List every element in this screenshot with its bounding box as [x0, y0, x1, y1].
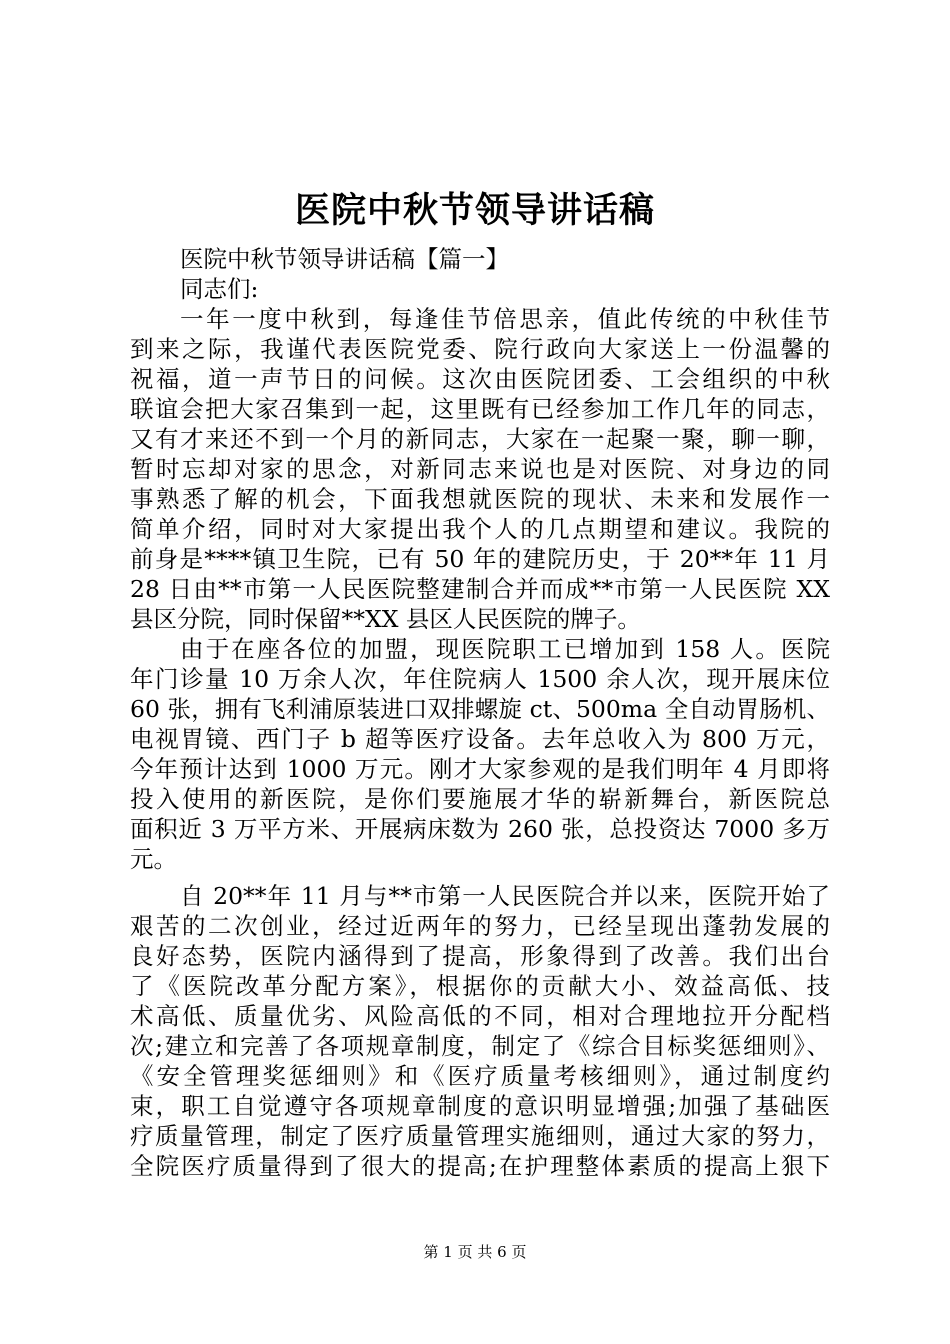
text-line: 事熟悉了解的机会，下面我想就医院的现状、未来和发展作一	[130, 485, 830, 513]
page-title: 医院中秋节领导讲话稿	[294, 191, 655, 231]
text-line: 《安全管理奖惩细则》和《医疗质量考核细则》，通过制度约	[130, 1062, 830, 1090]
paragraph-3	[130, 881, 830, 1181]
text-line: 年门诊量 10 万余人次，年住院病人 1500 余人次，现开展床位	[130, 665, 830, 693]
text-line: 暂时忘却对家的思念，对新同志来说也是对医院、对身边的同	[130, 455, 830, 483]
text-line: 术高低、质量优劣、风险高低的不同，相对合理地拉开分配档	[130, 1002, 830, 1030]
text-line: 今年预计达到 1000 万元。刚才大家参观的是我们明年 4 月即将	[130, 755, 830, 783]
text-line: 全院医疗质量得到了很大的提高;在护理整体素质的提高上狠下	[130, 1152, 830, 1180]
text-line: 疗质量管理，制定了医疗质量管理实施细则，通过大家的努力，	[130, 1122, 830, 1150]
section-heading: 医院中秋节领导讲话稿【篇一】	[180, 245, 509, 273]
text-line: 自 20**年 11 月与**市第一人民医院合并以来，医院开始了	[180, 882, 830, 910]
text-line: 简单介绍，同时对大家提出我个人的几点期望和建议。我院的	[130, 515, 830, 543]
paragraph-1	[130, 304, 830, 634]
text-line: 了《医院改革分配方案》，根据你的贡献大小、效益高低、技	[130, 972, 830, 1000]
text-line: 投入使用的新医院，是你们要施展才华的崭新舞台，新医院总	[130, 785, 830, 813]
text-line: 束，职工自觉遵守各项规章制度的意识明显增强;加强了基础医	[130, 1092, 830, 1120]
text-line: 又有才来还不到一个月的新同志，大家在一起聚一聚，聊一聊，	[130, 425, 830, 453]
text-line: 元。	[130, 845, 177, 873]
text-line: 面积近 3 万平方米、开展病床数为 260 张，总投资达 7000 多万	[130, 815, 830, 843]
text-line: 电视胃镜、西门子 b 超等医疗设备。去年总收入为 800 万元，	[130, 725, 830, 753]
text-line: 到来之际，我谨代表医院党委、院行政向大家送上一份温馨的	[130, 335, 830, 363]
paragraph-2	[130, 634, 830, 874]
text-line: 28 日由**市第一人民医院整建制合并而成**市第一人民医院 XX	[130, 575, 830, 603]
text-line: 祝福，道一声节日的问候。这次由医院团委、工会组织的中秋	[130, 365, 830, 393]
text-line: 县区分院，同时保留**XX 县区人民医院的牌子。	[130, 605, 641, 633]
text-line: 前身是****镇卫生院，已有 50 年的建院历史，于 20**年 11 月	[130, 545, 830, 573]
text-line: 一年一度中秋到，每逢佳节倍思亲，值此传统的中秋佳节	[180, 305, 830, 333]
salutation: 同志们:	[180, 275, 259, 303]
text-line: 良好态势，医院内涵得到了提高，形象得到了改善。我们出台	[130, 942, 830, 970]
document-body	[130, 244, 830, 1181]
text-line: 60 张，拥有飞利浦原装进口双排螺旋 ct、500ma 全自动胃肠机、	[130, 695, 830, 723]
text-line: 联谊会把大家召集到一起，这里既有已经参加工作几年的同志，	[130, 395, 830, 423]
text-line: 由于在座各位的加盟，现医院职工已增加到 158 人。医院	[180, 635, 830, 663]
text-line: 艰苦的二次创业，经过近两年的努力，已经呈现出蓬勃发展的	[130, 912, 830, 940]
text-line: 次;建立和完善了各项规章制度，制定了《综合目标奖惩细则》、	[130, 1032, 830, 1060]
page-footer: 第 1 页 共 6 页	[423, 1243, 527, 1261]
